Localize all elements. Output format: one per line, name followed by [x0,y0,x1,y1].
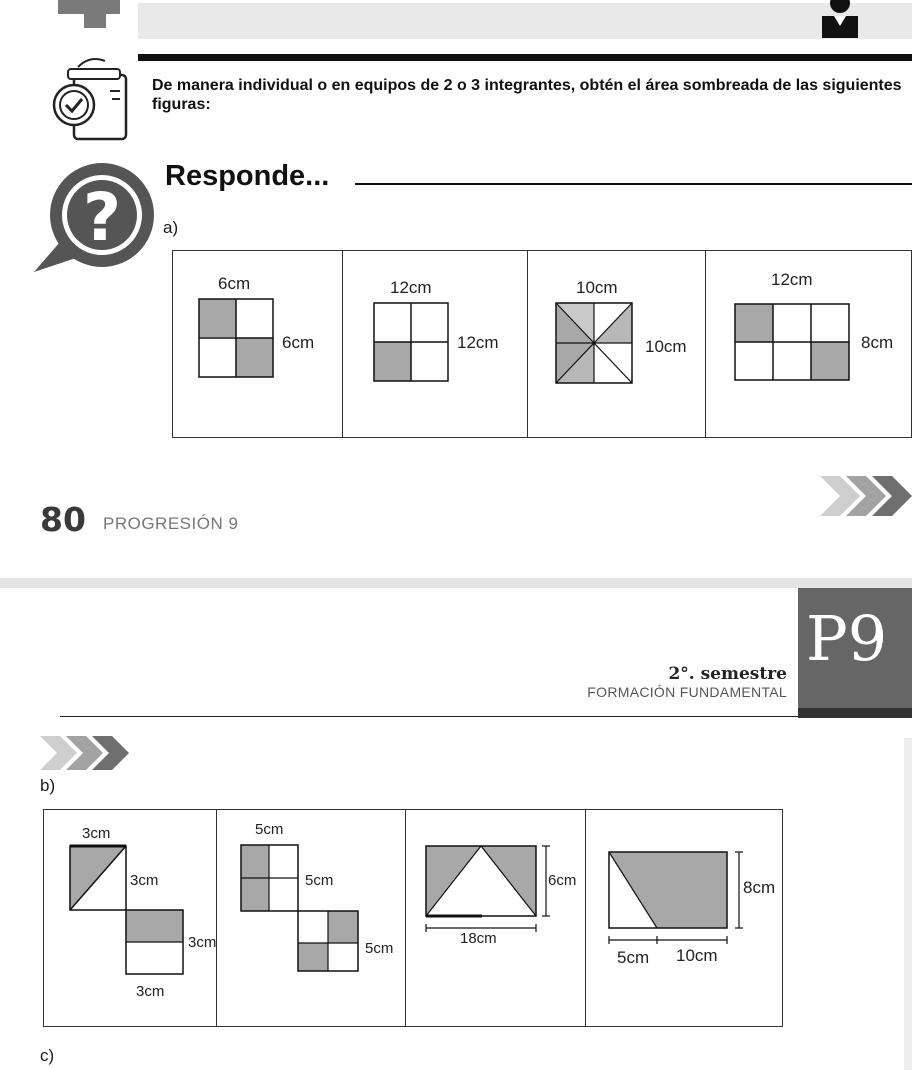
person-icon [820,0,860,38]
cell-divider [216,809,217,1027]
dim-side: 8cm [861,333,894,352]
formacion-label: FORMACIÓN FUNDAMENTAL [587,684,787,700]
dim-side: 8cm [743,878,776,897]
cell-divider [527,250,528,438]
activity-book-icon [50,55,130,145]
dim-left: 5cm [617,948,650,967]
part-b-label: b) [40,776,56,795]
dim-top: 6cm [218,274,251,293]
section-label: PROGRESIÓN 9 [103,514,239,533]
page-81 [0,588,912,1070]
figure-a1 [198,298,274,378]
question-bubble-icon [34,160,164,275]
dim-top: 5cm [255,821,284,838]
responde-title: Responde... [165,160,330,192]
dim-mid: 5cm [305,872,334,889]
dim-top: 10cm [576,278,618,297]
dim-mid: 3cm [130,872,159,889]
cell-divider [585,809,586,1027]
page-separator [0,578,912,588]
chevrons-icon [40,736,132,770]
badge-text: P9 [806,602,888,675]
dim-side: 10cm [645,337,687,356]
figure-a4 [734,303,850,381]
header-band [138,3,912,39]
dim-side: 6cm [282,333,315,352]
svg-text:?: ? [82,179,122,256]
cell-divider [342,250,343,438]
dim-top: 3cm [82,825,111,842]
figure-b2 [239,843,361,973]
section-rule [138,54,912,61]
dim-top: 12cm [771,270,813,289]
dim-right: 10cm [676,946,718,965]
tool-icon [58,0,120,28]
badge-bar [798,708,912,718]
semestre-label: 2°. semestre [668,664,787,684]
cell-divider [405,809,406,1027]
figure-b1 [68,844,188,979]
header-rule [60,716,798,717]
dim-bottom: 18cm [460,930,497,947]
dim-side: 6cm [548,872,577,889]
figure-b4 [603,846,753,950]
cell-divider [705,250,706,438]
page-number: 80 [40,500,86,539]
figure-a2 [373,302,449,382]
part-a-label: a) [163,218,179,237]
instruction-text: De manera individual o en equipos de 2 o 3 integrantes, obtén el área sombreada de las siguientes figuras: [152,77,902,113]
dim-side: 12cm [457,333,499,352]
part-c-label: c) [40,1046,55,1065]
page-edge [904,738,912,1070]
figure-b3 [422,840,552,940]
dim-right: 5cm [365,940,394,957]
dim-bottom: 3cm [136,983,165,1000]
dim-right: 3cm [188,934,217,951]
dim-top: 12cm [390,278,432,297]
figure-a3 [555,302,633,384]
chevrons-icon [820,476,912,516]
title-underline [355,183,912,185]
